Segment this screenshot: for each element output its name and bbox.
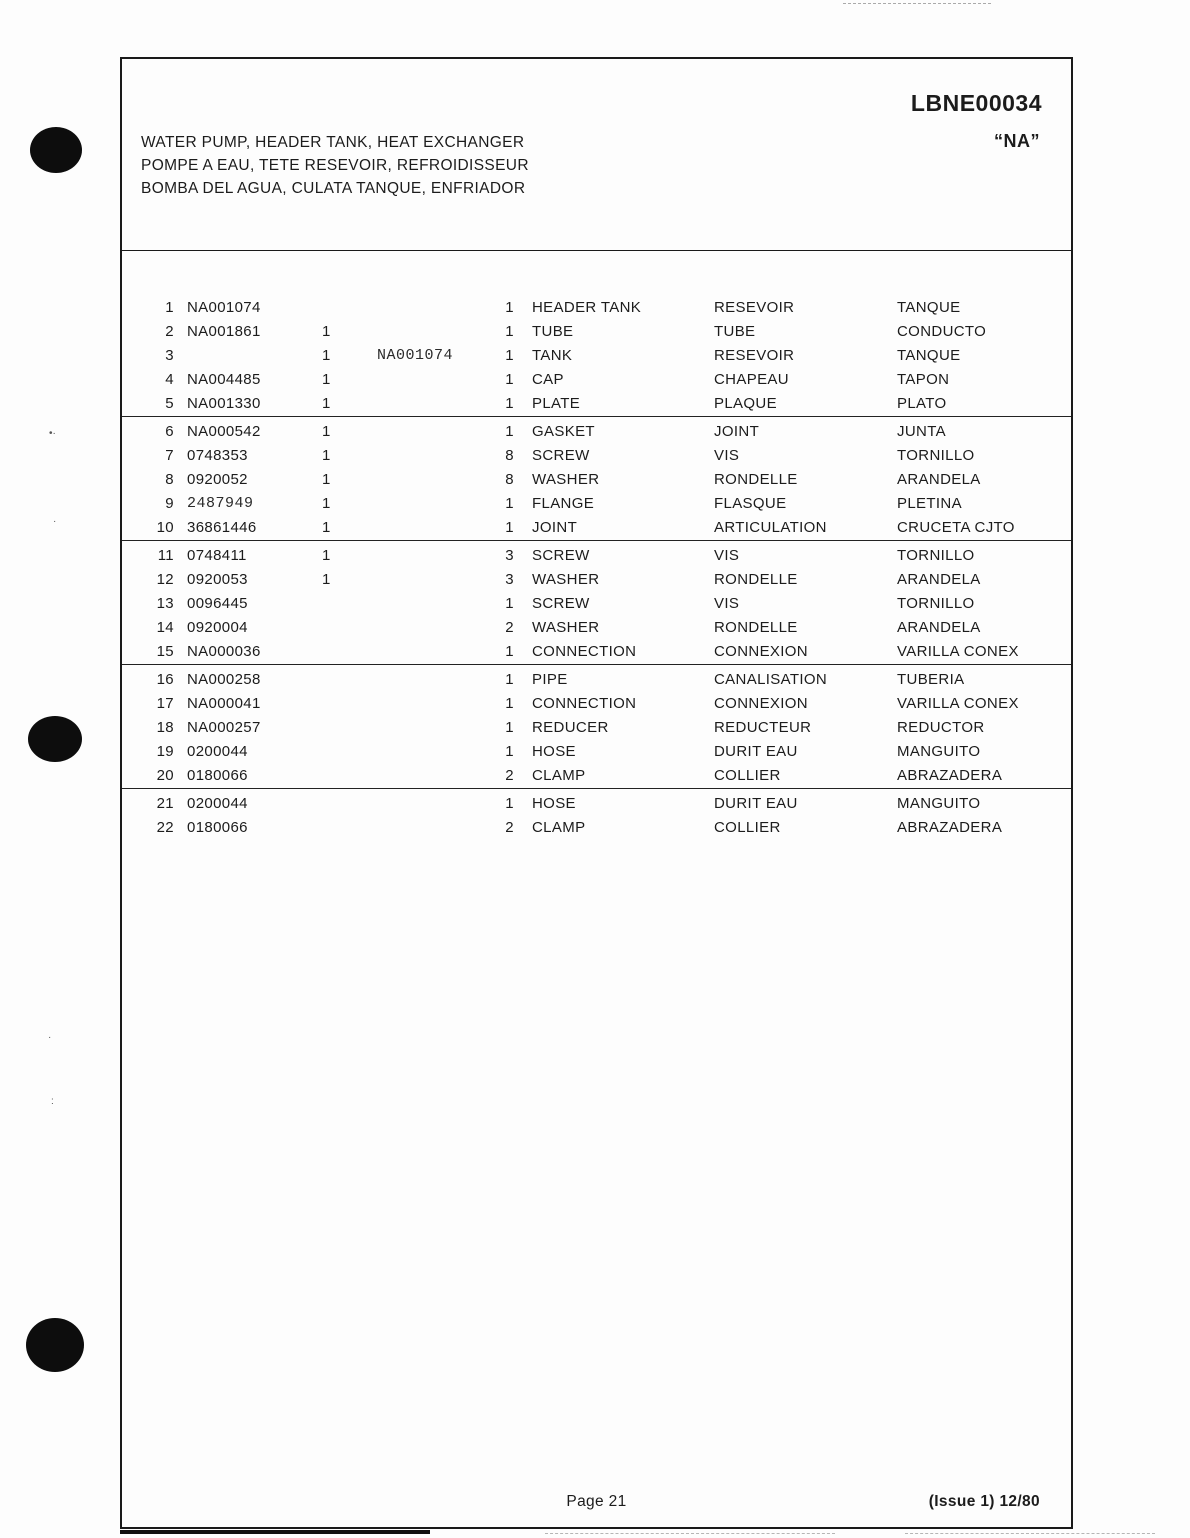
- description-spanish: MANGUITO: [897, 794, 981, 812]
- quantity: 3: [505, 546, 514, 564]
- item-number: 2: [165, 322, 174, 340]
- description-english: TUBE: [532, 322, 574, 340]
- table-row: [122, 715, 1071, 739]
- part-number: 0180066: [187, 818, 248, 836]
- table-row: [122, 591, 1071, 615]
- quantity: 1: [505, 742, 514, 760]
- description-english: HOSE: [532, 742, 576, 760]
- scan-artifact: :: [51, 1096, 54, 1107]
- table-row: [122, 443, 1071, 467]
- mark: 1: [322, 518, 331, 536]
- document-code-suffix: “NA”: [994, 131, 1040, 151]
- table-row: [122, 515, 1071, 539]
- description-spanish: TUBERIA: [897, 670, 965, 688]
- punch-hole: [26, 1318, 84, 1372]
- description-spanish: ARANDELA: [897, 470, 981, 488]
- item-number: 6: [165, 422, 174, 440]
- table-row: [122, 567, 1071, 591]
- item-number: 19: [156, 742, 174, 760]
- description-english: CONNECTION: [532, 642, 637, 660]
- mark: 1: [322, 322, 331, 340]
- table-row: [122, 491, 1071, 515]
- description-french: RESEVOIR: [714, 346, 795, 364]
- part-number: NA000257: [187, 718, 261, 736]
- description-english: FLANGE: [532, 494, 595, 512]
- description-french: DURIT EAU: [714, 794, 798, 812]
- quantity: 1: [505, 494, 514, 512]
- page-number: Page 21: [566, 1493, 627, 1510]
- quantity: 1: [505, 298, 514, 316]
- item-number: 3: [165, 346, 174, 364]
- scan-artifact: •·: [49, 428, 56, 439]
- description-french: CONNEXION: [714, 642, 808, 660]
- description-french: CONNEXION: [714, 694, 808, 712]
- part-number: NA001861: [187, 322, 261, 340]
- description-spanish: ABRAZADERA: [897, 818, 1003, 836]
- scan-artifact: ·: [48, 1032, 52, 1043]
- table-row: [122, 815, 1071, 839]
- description-english: SCREW: [532, 446, 590, 464]
- table-row: [122, 639, 1071, 663]
- description-french: VIS: [714, 446, 740, 464]
- part-number: 0920052: [187, 470, 248, 488]
- mark: 1: [322, 546, 331, 564]
- scan-artifact: ·: [53, 516, 57, 527]
- part-number: NA000542: [187, 422, 261, 440]
- mark: 1: [322, 394, 331, 412]
- description-english: WASHER: [532, 570, 600, 588]
- description-english: CAP: [532, 370, 564, 388]
- issue-label: (Issue 1) 12/80: [928, 1493, 1040, 1510]
- group-divider: [122, 416, 1071, 417]
- item-number: 5: [165, 394, 174, 412]
- description-french: RONDELLE: [714, 618, 798, 636]
- description-spanish: MANGUITO: [897, 742, 981, 760]
- scan-artifact: [545, 1533, 835, 1534]
- table-row: [122, 419, 1071, 443]
- description-french: VIS: [714, 594, 740, 612]
- description-spanish: TORNILLO: [897, 546, 975, 564]
- description-english: CLAMP: [532, 766, 586, 784]
- description-french: VIS: [714, 546, 740, 564]
- punch-hole: [28, 716, 82, 762]
- item-number: 15: [156, 642, 174, 660]
- table-row: [122, 343, 1071, 367]
- description-english: SCREW: [532, 546, 590, 564]
- document-code: LBNE00034: [910, 90, 1042, 116]
- quantity: 1: [505, 518, 514, 536]
- quantity: 1: [505, 322, 514, 340]
- quantity: 1: [505, 346, 514, 364]
- description-spanish: ABRAZADERA: [897, 766, 1003, 784]
- description-french: RONDELLE: [714, 470, 798, 488]
- description-spanish: ARANDELA: [897, 618, 981, 636]
- quantity: 3: [505, 570, 514, 588]
- item-number: 18: [156, 718, 174, 736]
- quantity: 1: [505, 794, 514, 812]
- item-number: 4: [165, 370, 174, 388]
- part-number: 0096445: [187, 594, 248, 612]
- description-french: RESEVOIR: [714, 298, 795, 316]
- mark: 1: [322, 470, 331, 488]
- parts-table: [122, 295, 1071, 839]
- quantity: 1: [505, 370, 514, 388]
- description-spanish: PLETINA: [897, 494, 962, 512]
- part-number: 0200044: [187, 742, 248, 760]
- quantity: 1: [505, 718, 514, 736]
- description-english: HOSE: [532, 794, 576, 812]
- description-french: ARTICULATION: [714, 518, 827, 536]
- group-divider: [122, 540, 1071, 541]
- part-number: NA001330: [187, 394, 261, 412]
- scan-artifact: [905, 1533, 1155, 1534]
- scan-artifact: [120, 1530, 430, 1534]
- item-number: 10: [156, 518, 174, 536]
- mark: 1: [322, 346, 331, 364]
- part-number: 0920053: [187, 570, 248, 588]
- part-number: 0180066: [187, 766, 248, 784]
- description-spanish: TORNILLO: [897, 594, 975, 612]
- description-english: PLATE: [532, 394, 581, 412]
- scan-artifact: [843, 3, 991, 4]
- mark: 1: [322, 422, 331, 440]
- table-row: [122, 391, 1071, 415]
- table-row: [122, 367, 1071, 391]
- quantity: 1: [505, 594, 514, 612]
- item-number: 22: [156, 818, 174, 836]
- description-french: FLASQUE: [714, 494, 787, 512]
- description-spanish: CRUCETA CJTO: [897, 518, 1015, 536]
- mark: 1: [322, 570, 331, 588]
- quantity: 2: [505, 766, 514, 784]
- title-french: POMPE A EAU, TETE RESEVOIR, REFROIDISSEUR: [141, 157, 529, 174]
- part-number: NA000258: [187, 670, 261, 688]
- title-spanish: BOMBA DEL AGUA, CULATA TANQUE, ENFRIADOR: [141, 180, 526, 197]
- table-row: [122, 667, 1071, 691]
- table-row: [122, 543, 1071, 567]
- description-english: CLAMP: [532, 818, 586, 836]
- punch-hole: [30, 127, 82, 173]
- item-number: 16: [156, 670, 174, 688]
- item-number: 7: [165, 446, 174, 464]
- table-row: [122, 467, 1071, 491]
- table-row: [122, 763, 1071, 787]
- item-number: 1: [165, 298, 174, 316]
- item-number: 9: [165, 494, 174, 512]
- mark: 1: [322, 494, 331, 512]
- item-number: 20: [156, 766, 174, 784]
- description-spanish: CONDUCTO: [897, 322, 987, 340]
- description-spanish: VARILLA CONEX: [897, 642, 1019, 660]
- item-number: 17: [156, 694, 174, 712]
- table-row: [122, 739, 1071, 763]
- part-number: NA001074: [187, 298, 261, 316]
- quantity: 1: [505, 422, 514, 440]
- part-number: 0748353: [187, 446, 248, 464]
- description-english: CONNECTION: [532, 694, 637, 712]
- quantity: 1: [505, 642, 514, 660]
- description-english: REDUCER: [532, 718, 609, 736]
- table-row: [122, 295, 1071, 319]
- item-number: 13: [156, 594, 174, 612]
- description-english: JOINT: [532, 518, 578, 536]
- description-french: DURIT EAU: [714, 742, 798, 760]
- description-english: GASKET: [532, 422, 595, 440]
- description-spanish: TANQUE: [897, 346, 961, 364]
- description-spanish: REDUCTOR: [897, 718, 985, 736]
- description-english: WASHER: [532, 618, 600, 636]
- description-french: PLAQUE: [714, 394, 777, 412]
- item-number: 8: [165, 470, 174, 488]
- quantity: 1: [505, 670, 514, 688]
- part-number: 0920004: [187, 618, 248, 636]
- part-number: NA000036: [187, 642, 261, 660]
- part-number: 2487949: [187, 494, 254, 512]
- item-number: 21: [156, 794, 174, 812]
- description-english: PIPE: [532, 670, 568, 688]
- description-spanish: JUNTA: [897, 422, 946, 440]
- part-number: 0200044: [187, 794, 248, 812]
- header-divider: [122, 250, 1071, 251]
- quantity: 2: [505, 618, 514, 636]
- document-title-block: [141, 131, 529, 200]
- alt-part-number: NA001074: [377, 346, 454, 364]
- quantity: 1: [505, 694, 514, 712]
- table-row: [122, 319, 1071, 343]
- mark: 1: [322, 370, 331, 388]
- description-french: CHAPEAU: [714, 370, 789, 388]
- description-french: COLLIER: [714, 766, 781, 784]
- mark: 1: [322, 446, 331, 464]
- item-number: 12: [156, 570, 174, 588]
- quantity: 8: [505, 470, 514, 488]
- document-page: [120, 57, 1073, 1529]
- part-number: 36861446: [187, 518, 257, 536]
- description-english: HEADER TANK: [532, 298, 642, 316]
- description-french: JOINT: [714, 422, 760, 440]
- table-row: [122, 791, 1071, 815]
- page-footer: [122, 1493, 1071, 1511]
- table-row: [122, 691, 1071, 715]
- description-french: REDUCTEUR: [714, 718, 812, 736]
- item-number: 14: [156, 618, 174, 636]
- group-divider: [122, 664, 1071, 665]
- part-number: 0748411: [187, 546, 247, 564]
- title-english: WATER PUMP, HEADER TANK, HEAT EXCHANGER: [141, 134, 525, 151]
- description-english: TANK: [532, 346, 573, 364]
- group-divider: [122, 788, 1071, 789]
- description-french: COLLIER: [714, 818, 781, 836]
- table-row: [122, 615, 1071, 639]
- quantity: 2: [505, 818, 514, 836]
- part-number: NA004485: [187, 370, 261, 388]
- description-french: RONDELLE: [714, 570, 798, 588]
- item-number: 11: [157, 546, 174, 564]
- description-spanish: TORNILLO: [897, 446, 975, 464]
- description-spanish: TAPON: [897, 370, 950, 388]
- description-spanish: VARILLA CONEX: [897, 694, 1019, 712]
- description-spanish: TANQUE: [897, 298, 961, 316]
- description-english: WASHER: [532, 470, 600, 488]
- part-number: NA000041: [187, 694, 261, 712]
- quantity: 1: [505, 394, 514, 412]
- quantity: 8: [505, 446, 514, 464]
- description-french: CANALISATION: [714, 670, 828, 688]
- description-spanish: ARANDELA: [897, 570, 981, 588]
- description-spanish: PLATO: [897, 394, 947, 412]
- description-english: SCREW: [532, 594, 590, 612]
- description-french: TUBE: [714, 322, 756, 340]
